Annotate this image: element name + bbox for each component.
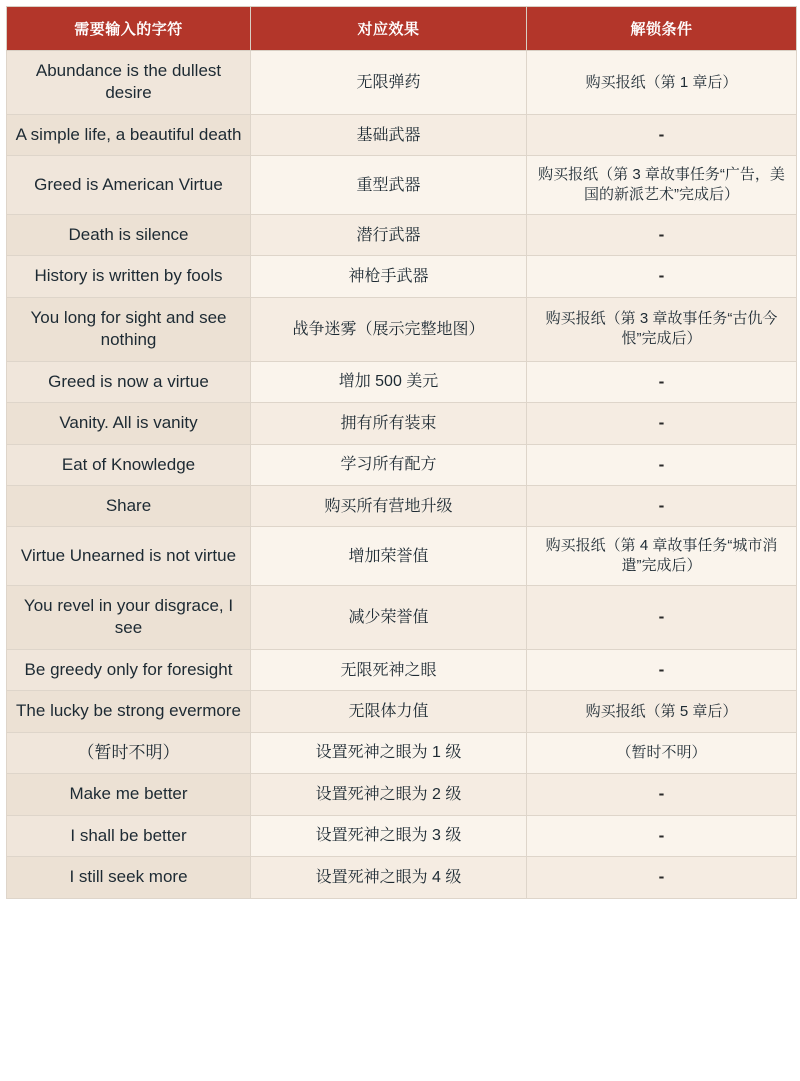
cell-cheat-code: Share <box>7 485 251 526</box>
table-row <box>7 815 797 856</box>
header-cell-effect: 对应效果 <box>251 7 527 51</box>
header-cell-code: 需要输入的字符 <box>7 7 251 51</box>
cell-effect: 学习所有配方 <box>251 444 527 485</box>
cell-effect: 战争迷雾（展示完整地图） <box>251 297 527 361</box>
table-row <box>7 297 797 361</box>
table-row <box>7 214 797 255</box>
cell-cheat-code: You long for sight and see nothing <box>7 297 251 361</box>
table-row <box>7 403 797 444</box>
cell-effect: 无限死神之眼 <box>251 649 527 690</box>
cell-cheat-code: You revel in your disgrace, I see <box>7 586 251 650</box>
cell-cheat-code: （暂时不明） <box>7 732 251 773</box>
cell-cheat-code: Vanity. All is vanity <box>7 403 251 444</box>
cell-cheat-code: I shall be better <box>7 815 251 856</box>
cell-cheat-code: Greed is American Virtue <box>7 156 251 215</box>
cell-effect: 无限体力值 <box>251 691 527 732</box>
cell-effect: 设置死神之眼为 1 级 <box>251 732 527 773</box>
table-row <box>7 732 797 773</box>
cell-unlock-condition: - <box>527 256 797 297</box>
cell-effect: 无限弹药 <box>251 51 527 115</box>
table-row <box>7 114 797 155</box>
cell-unlock-condition: 购买报纸（第 4 章故事任务“城市消遣”完成后） <box>527 527 797 586</box>
table-row <box>7 527 797 586</box>
cell-effect: 设置死神之眼为 4 级 <box>251 857 527 898</box>
cell-effect: 神枪手武器 <box>251 256 527 297</box>
cell-effect: 设置死神之眼为 2 级 <box>251 774 527 815</box>
cell-cheat-code: Death is silence <box>7 214 251 255</box>
table-row <box>7 691 797 732</box>
cell-cheat-code: I still seek more <box>7 857 251 898</box>
cell-effect: 潜行武器 <box>251 214 527 255</box>
cell-unlock-condition: 购买报纸（第 1 章后） <box>527 51 797 115</box>
table-row <box>7 649 797 690</box>
table-row <box>7 256 797 297</box>
cell-effect: 增加 500 美元 <box>251 361 527 402</box>
table-row <box>7 774 797 815</box>
table-body <box>7 51 797 899</box>
cell-unlock-condition: （暂时不明） <box>527 732 797 773</box>
cell-unlock-condition: - <box>527 214 797 255</box>
table-row <box>7 156 797 215</box>
table-row <box>7 857 797 898</box>
cell-cheat-code: Make me better <box>7 774 251 815</box>
cell-cheat-code: A simple life, a beautiful death <box>7 114 251 155</box>
cell-cheat-code: Be greedy only for foresight <box>7 649 251 690</box>
cheat-codes-table <box>6 6 797 899</box>
table-row <box>7 444 797 485</box>
table-row <box>7 586 797 650</box>
cell-unlock-condition: - <box>527 815 797 856</box>
cell-unlock-condition: - <box>527 586 797 650</box>
cell-effect: 拥有所有装束 <box>251 403 527 444</box>
cell-cheat-code: Virtue Unearned is not virtue <box>7 527 251 586</box>
cell-effect: 设置死神之眼为 3 级 <box>251 815 527 856</box>
cell-unlock-condition: - <box>527 403 797 444</box>
cell-unlock-condition: - <box>527 774 797 815</box>
header-row <box>7 7 797 51</box>
cell-effect: 减少荣誉值 <box>251 586 527 650</box>
cell-unlock-condition: - <box>527 857 797 898</box>
cell-unlock-condition: - <box>527 114 797 155</box>
table-row <box>7 485 797 526</box>
cell-unlock-condition: 购买报纸（第 3 章故事任务“广告，美国的新派艺术”完成后） <box>527 156 797 215</box>
cell-unlock-condition: - <box>527 649 797 690</box>
table-row <box>7 51 797 115</box>
cell-unlock-condition: - <box>527 444 797 485</box>
cell-cheat-code: History is written by fools <box>7 256 251 297</box>
cell-unlock-condition: - <box>527 361 797 402</box>
cell-unlock-condition: 购买报纸（第 5 章后） <box>527 691 797 732</box>
cell-effect: 基础武器 <box>251 114 527 155</box>
header-cell-unlock: 解锁条件 <box>527 7 797 51</box>
cell-cheat-code: Eat of Knowledge <box>7 444 251 485</box>
cell-effect: 增加荣誉值 <box>251 527 527 586</box>
cell-cheat-code: The lucky be strong evermore <box>7 691 251 732</box>
cell-cheat-code: Greed is now a virtue <box>7 361 251 402</box>
cell-unlock-condition: - <box>527 485 797 526</box>
cell-cheat-code: Abundance is the dullest desire <box>7 51 251 115</box>
table-header <box>7 7 797 51</box>
cell-effect: 重型武器 <box>251 156 527 215</box>
table-row <box>7 361 797 402</box>
cell-effect: 购买所有营地升级 <box>251 485 527 526</box>
cell-unlock-condition: 购买报纸（第 3 章故事任务“古仇今恨”完成后） <box>527 297 797 361</box>
